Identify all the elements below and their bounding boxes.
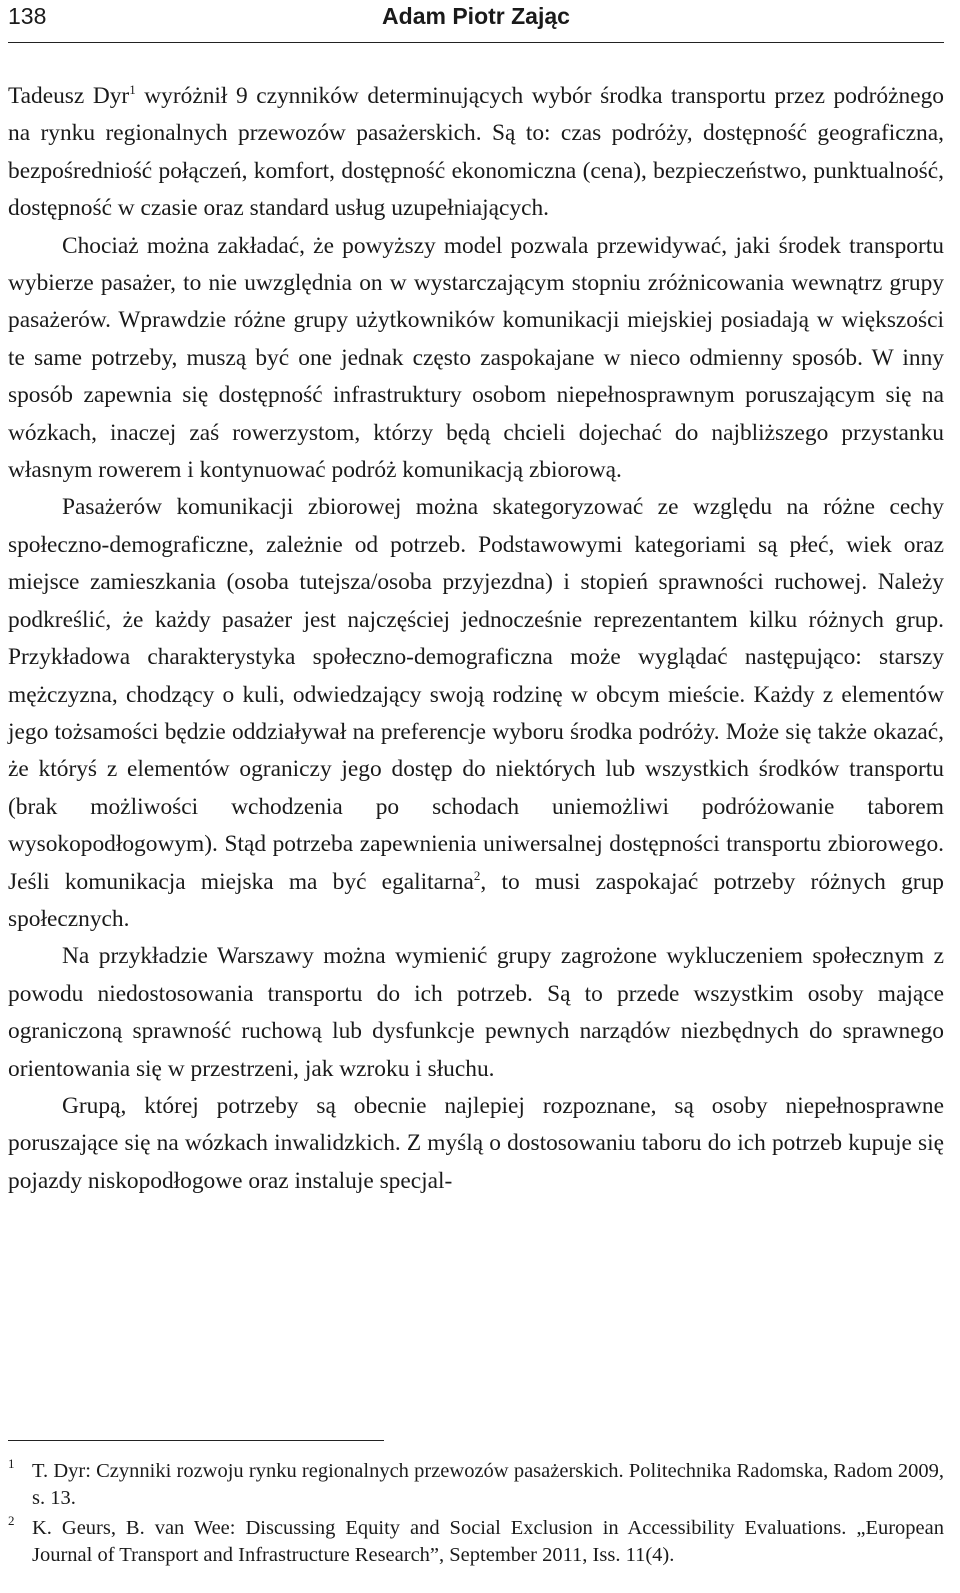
page-header [8,0,944,44]
footnote-ref-1: 1 [129,82,136,98]
body-text [8,78,944,1200]
paragraph-1-text-start: Tadeusz Dyr [8,83,130,109]
paragraph-1-text-end: wyróżnił 9 czynników determinujących wybór środka transportu przez podróżnego na rynku regionalnych przewozów pasażerskich. Są to: czas podróży, dostępność geograficzna, bezpośredniość połączeń, komfort, dostępność ekonomiczna (cena), bezpieczeństwo, punktualność, dostępność w czasie oraz standard usług uzupełniających. [8,83,944,222]
paragraph-2: Chociaż można zakładać, że powyższy model pozwala przewidywać, jaki środek transportu wybierze pasażer, to nie uwzględnia on w wystarczającym stopniu zróżnicowania wewnątrz grupy pasażerów. Wprawdzie różne grupy użytkowników komunikacji miejskiej posiadają w większości te same potrzeby, muszą być one jednak często zaspokajane w nieco odmienny sposób. W inny sposób zapewnia się dostępność infrastruktury osobom niepełnosprawnym poruszającym się na wózkach, inaczej zaś rowerzystom, którzy będą chcieli dojechać do najbliższego przystanku własnym rowerem i kontynuować podróż komunikacją zbiorową. [8,232,944,484]
paragraph-3-text-end: , to musi zaspokajać potrzeby różnych grup społecznych. [8,868,944,932]
footnote-2-number: 2 [8,1513,15,1528]
running-head-author: Adam Piotr Zając [382,3,570,29]
footnote-1-text: T. Dyr: Czynniki rozwoju rynku regionalnych przewozów pasażerskich. Politechnika Radomska, Radom 2009, s. 13. [32,1460,944,1509]
paragraph-5: Grupą, której potrzeby są obecnie najlepiej rozpoznane, są osoby niepełnosprawne poruszające się na wózkach inwalidzkich. Z myślą o dostosowaniu taboru do ich potrzeb kupuje się pojazdy niskopodłogowe oraz instaluje specjal- [8,1092,944,1194]
footnotes [8,1458,944,1572]
footnote-1 [8,1458,944,1511]
paragraph-3 [8,489,944,938]
page-number: 138 [8,3,47,29]
footnote-2-text: K. Geurs, B. van Wee: Discussing Equity and Social Exclusion in Accessibility Evaluations. „European Journal of Transport and Infrastructure Research”, September 2011, Iss. 11(4). [32,1517,944,1566]
paragraph-1 [8,78,944,228]
paragraph-4: Na przykładzie Warszawy można wymienić grupy zagrożone wykluczeniem społecznym z powodu niedostosowania transportu do ich potrzeb. Są to przede wszystkim osoby mające ograniczoną sprawność ruchową lub dysfunkcje pewnych narządów niezbędnych do sprawnego orientowania się w przestrzeni, jak wzroku i słuchu. [8,943,944,1082]
footnote-1-number: 1 [8,1456,15,1471]
paragraph-3-text-start: Pasażerów komunikacji zbiorowej można skategoryzować ze względu na różne cechy społeczno-demograficzne, zależnie od potrzeb. Podstawowymi kategoriami są płeć, wiek oraz miejsce zamieszkania (osoba tutejsza/osoba przyjezdna) i stopień sprawności ruchowej. Należy podkreślić, że każdy pasażer jest najczęściej jednocześnie reprezentantem kilku różnych grup. Przykładowa charakterystyka społeczno-demograficzna może wyglądać następująco: starszy mężczyzna, chodzący o kuli, odwiedzający swoją rodzinę w obcym mieście. Każdy z elementów jego tożsamości będzie oddziaływał na preferencje wyboru środka podróży. Może się także okazać, że któryś z elementów ograniczy jego dostęp do niektórych lub wszystkich środków transportu (brak możliwości wchodzenia po schodach uniemożliwi podróżowanie taborem wysokopodłogowym). Stąd potrzeba zapewnienia uniwersalnej dostępności transportu zbiorowego. Jeśli komunikacja miejska ma być egalitarna [8,494,944,895]
header-rule [8,42,944,43]
footnote-2 [8,1515,944,1568]
footnote-rule [8,1440,384,1441]
footnote-ref-2: 2 [473,867,481,883]
